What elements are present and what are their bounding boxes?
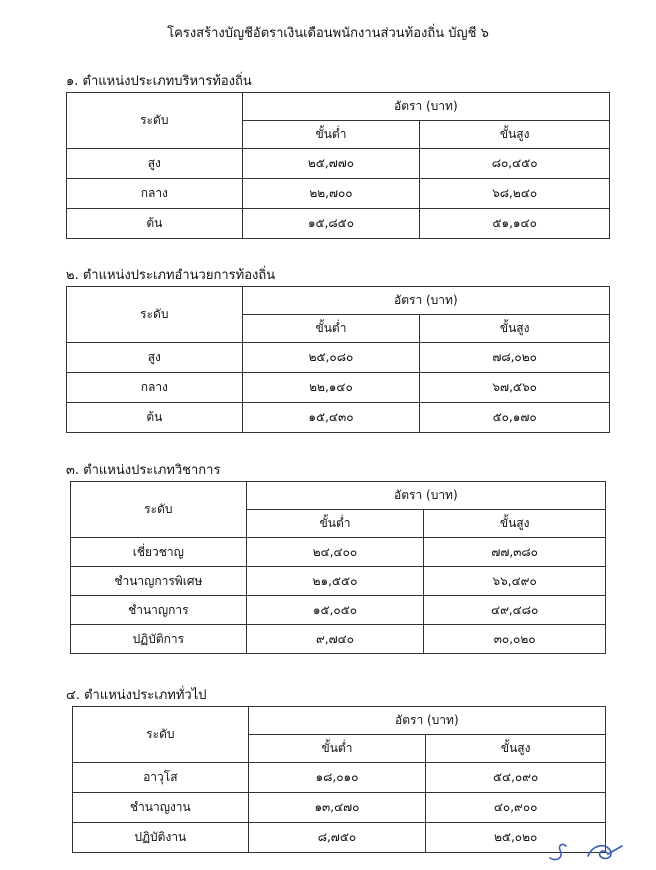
table-row [67,209,610,239]
max-cell: ๔๐,๙๐๐ [426,793,606,823]
salary-table-4 [72,706,606,853]
page-title: โครงสร้างบัญชีอัตราเงินเดือนพนักงานส่วนท้องถิ่น บัญชี ๖ [167,26,489,41]
min-cell: ๑๕,๘๕๐ [242,209,420,239]
min-header: ขั้นต่ำ [248,735,426,763]
level-cell: ชำนาญงาน [73,793,249,823]
rate-header: อัตรา (บาท) [242,93,609,121]
max-cell: ๕๐,๑๗๐ [420,403,610,433]
min-cell: ๒๕,๐๘๐ [242,343,420,373]
level-header: ระดับ [67,93,243,149]
max-cell: ๖๗,๕๖๐ [420,373,610,403]
table-row [73,763,606,793]
signature-mark [548,836,630,866]
min-cell: ๙,๗๔๐ [246,625,424,654]
max-cell: ๓๐,๐๒๐ [424,625,606,654]
level-cell: ปฏิบัติงาน [73,823,249,853]
rate-header: อัตรา (บาท) [248,707,605,735]
max-cell: ๘๐,๔๕๐ [420,149,610,179]
max-header: ขั้นสูง [424,510,606,538]
section-heading-1: ๑. ตำแหน่งประเภทบริหารท้องถิ่น [66,74,252,89]
section-heading-3: ๓. ตำแหน่งประเภทวิชาการ [66,463,221,478]
min-cell: ๘,๗๕๐ [248,823,426,853]
max-cell: ๖๖,๔๙๐ [424,567,606,596]
table-row [71,567,606,596]
min-cell: ๒๒,๗๐๐ [242,179,420,209]
table-row [73,823,606,853]
level-cell: ชำนาญการ [71,596,247,625]
level-cell: สูง [67,149,243,179]
table-row [67,403,610,433]
max-cell: ๒๕,๐๒๐ [426,823,606,853]
min-cell: ๑๕,๐๕๐ [246,596,424,625]
table-row [73,793,606,823]
max-header: ขั้นสูง [420,315,610,343]
max-cell: ๕๔,๐๙๐ [426,763,606,793]
section-heading-2: ๒. ตำแหน่งประเภทอำนวยการท้องถิ่น [66,268,276,283]
rate-header: อัตรา (บาท) [246,482,605,510]
table-row [67,179,610,209]
min-cell: ๑๓,๔๗๐ [248,793,426,823]
table-row [71,625,606,654]
table-row [67,149,610,179]
min-header: ขั้นต่ำ [246,510,424,538]
level-header: ระดับ [67,287,243,343]
level-header: ระดับ [71,482,247,538]
min-cell: ๑๕,๔๓๐ [242,403,420,433]
min-cell: ๑๘,๐๑๐ [248,763,426,793]
table-row [71,538,606,567]
level-header: ระดับ [73,707,249,763]
section-heading-4: ๔. ตำแหน่งประเภททั่วไป [66,688,207,703]
salary-table-3 [70,481,606,654]
level-cell: ต้น [67,209,243,239]
min-cell: ๒๒,๑๔๐ [242,373,420,403]
salary-table-1 [66,92,610,239]
level-cell: อาวุโส [73,763,249,793]
min-header: ขั้นต่ำ [242,121,420,149]
max-header: ขั้นสูง [420,121,610,149]
level-cell: สูง [67,343,243,373]
min-cell: ๒๕,๗๗๐ [242,149,420,179]
table-row [67,373,610,403]
min-header: ขั้นต่ำ [242,315,420,343]
max-cell: ๖๘,๒๔๐ [420,179,610,209]
salary-table-2 [66,286,610,433]
min-cell: ๒๔,๔๐๐ [246,538,424,567]
level-cell: เชี่ยวชาญ [71,538,247,567]
table-row [67,343,610,373]
level-cell: กลาง [67,373,243,403]
max-cell: ๕๑,๑๔๐ [420,209,610,239]
table-row [71,596,606,625]
max-header: ขั้นสูง [426,735,606,763]
max-cell: ๔๙,๔๘๐ [424,596,606,625]
level-cell: กลาง [67,179,243,209]
max-cell: ๗๗,๓๘๐ [424,538,606,567]
max-cell: ๗๘,๐๒๐ [420,343,610,373]
level-cell: ต้น [67,403,243,433]
min-cell: ๒๑,๕๕๐ [246,567,424,596]
level-cell: ชำนาญการพิเศษ [71,567,247,596]
level-cell: ปฏิบัติการ [71,625,247,654]
rate-header: อัตรา (บาท) [242,287,609,315]
